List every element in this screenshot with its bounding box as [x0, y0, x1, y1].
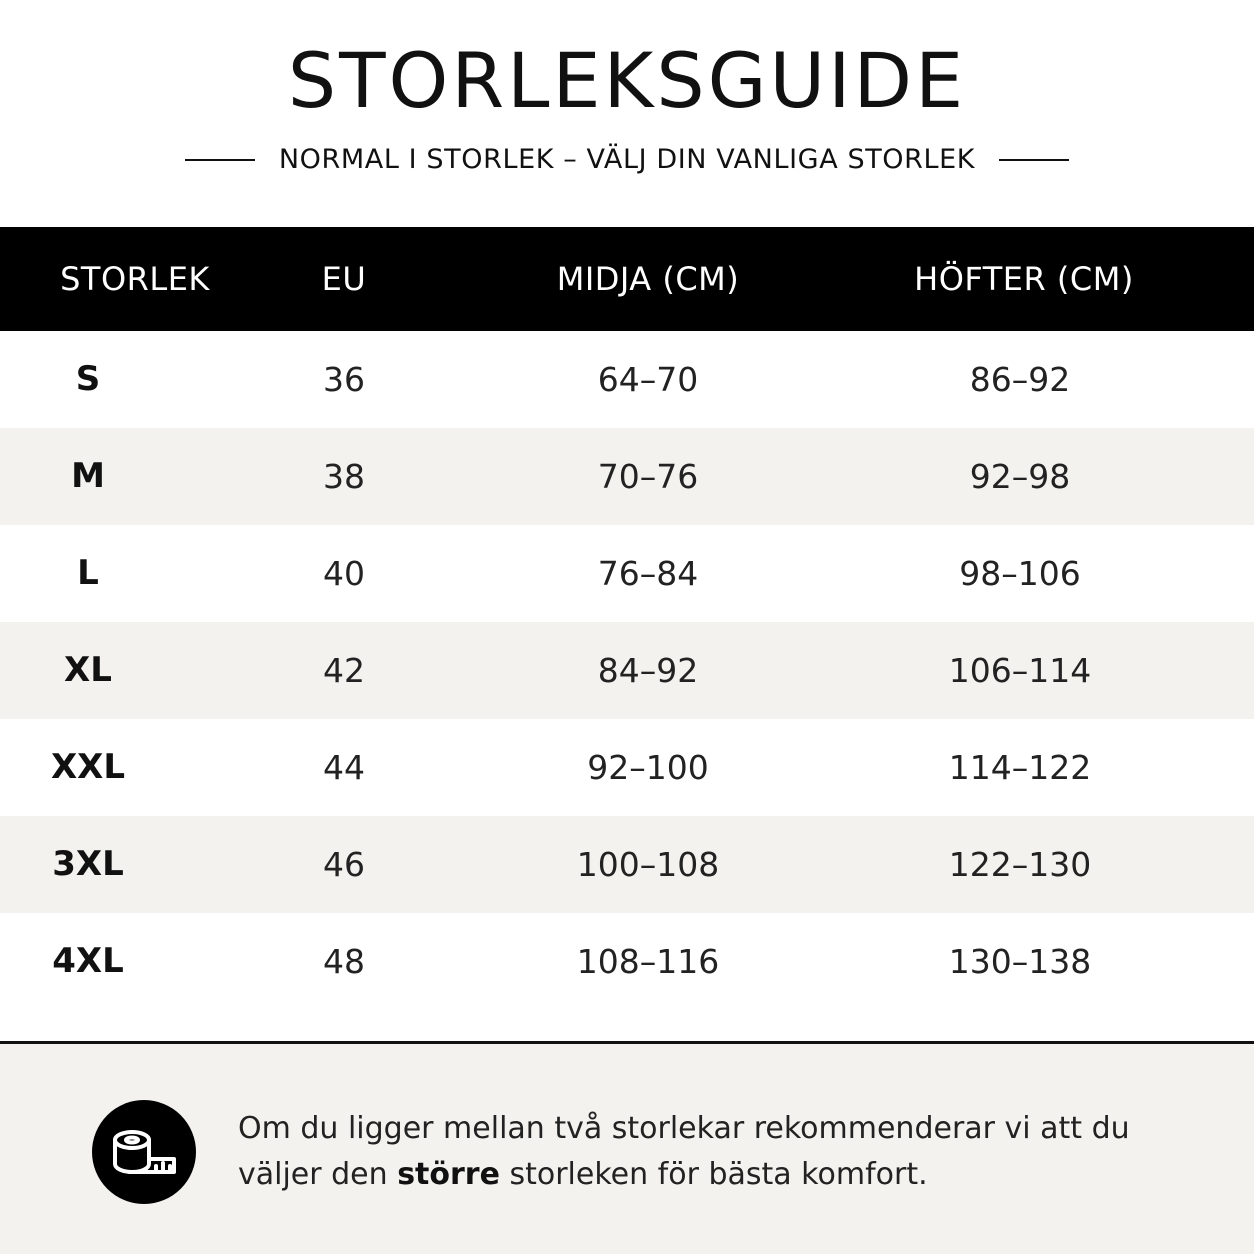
cell-hips: 122–130: [948, 845, 1092, 884]
cell-eu: 46: [323, 845, 365, 884]
cell-eu: 48: [323, 942, 365, 981]
cell-hips: 92–98: [969, 457, 1071, 496]
cell-eu: 42: [323, 651, 365, 690]
table-row: [0, 525, 1254, 622]
table-row: [0, 719, 1254, 816]
cell-waist: 100–108: [576, 845, 720, 884]
cell-size: L: [77, 553, 99, 593]
cell-hips: 114–122: [948, 748, 1092, 787]
table-row: [0, 913, 1254, 1010]
cell-waist: 76–84: [597, 554, 699, 593]
column-header-hips: HÖFTER (CM): [914, 260, 1134, 298]
cell-hips: 98–106: [959, 554, 1081, 593]
table-header: [0, 227, 1254, 331]
cell-waist: 108–116: [576, 942, 720, 981]
cell-eu: 44: [323, 748, 365, 787]
cell-size: XXL: [50, 747, 126, 787]
table-row: [0, 428, 1254, 525]
table-row: [0, 816, 1254, 913]
cell-size: 3XL: [52, 844, 124, 884]
table-row: [0, 331, 1254, 428]
note-text-start: Om du ligger mellan två storlekar rekommenderar vi att du väljer den: [238, 1111, 1130, 1192]
page-title: STORLEKSGUIDE: [287, 36, 967, 125]
cell-hips: 86–92: [969, 360, 1071, 399]
cell-eu: 40: [323, 554, 365, 593]
cell-size: 4XL: [52, 941, 124, 981]
subtitle-row: [0, 140, 1254, 180]
column-header-waist: MIDJA (CM): [556, 260, 740, 298]
footer-note-panel: [0, 1044, 1254, 1254]
subtitle-rule-left: [185, 159, 255, 161]
note-text-end: storleken för bästa komfort.: [499, 1157, 928, 1192]
column-header-size: STORLEK: [60, 260, 210, 298]
subtitle: NORMAL I STORLEK – VÄLJ DIN VANLIGA STORLEK: [278, 144, 976, 175]
cell-hips: 106–114: [948, 651, 1092, 690]
cell-size: S: [75, 359, 101, 399]
measuring-tape-icon: [92, 1100, 196, 1204]
note-text-emphasis: större: [397, 1157, 500, 1192]
recommendation-text: [238, 1106, 1188, 1198]
size-table-body: [0, 331, 1254, 1010]
cell-waist: 92–100: [587, 748, 709, 787]
cell-waist: 70–76: [597, 457, 699, 496]
cell-size: M: [71, 456, 105, 496]
cell-hips: 130–138: [948, 942, 1092, 981]
subtitle-rule-right: [999, 159, 1069, 161]
column-header-eu: EU: [321, 260, 367, 298]
cell-size: XL: [64, 650, 112, 690]
table-row: [0, 622, 1254, 719]
cell-eu: 36: [323, 360, 365, 399]
cell-waist: 64–70: [597, 360, 699, 399]
cell-eu: 38: [323, 457, 365, 496]
cell-waist: 84–92: [597, 651, 699, 690]
